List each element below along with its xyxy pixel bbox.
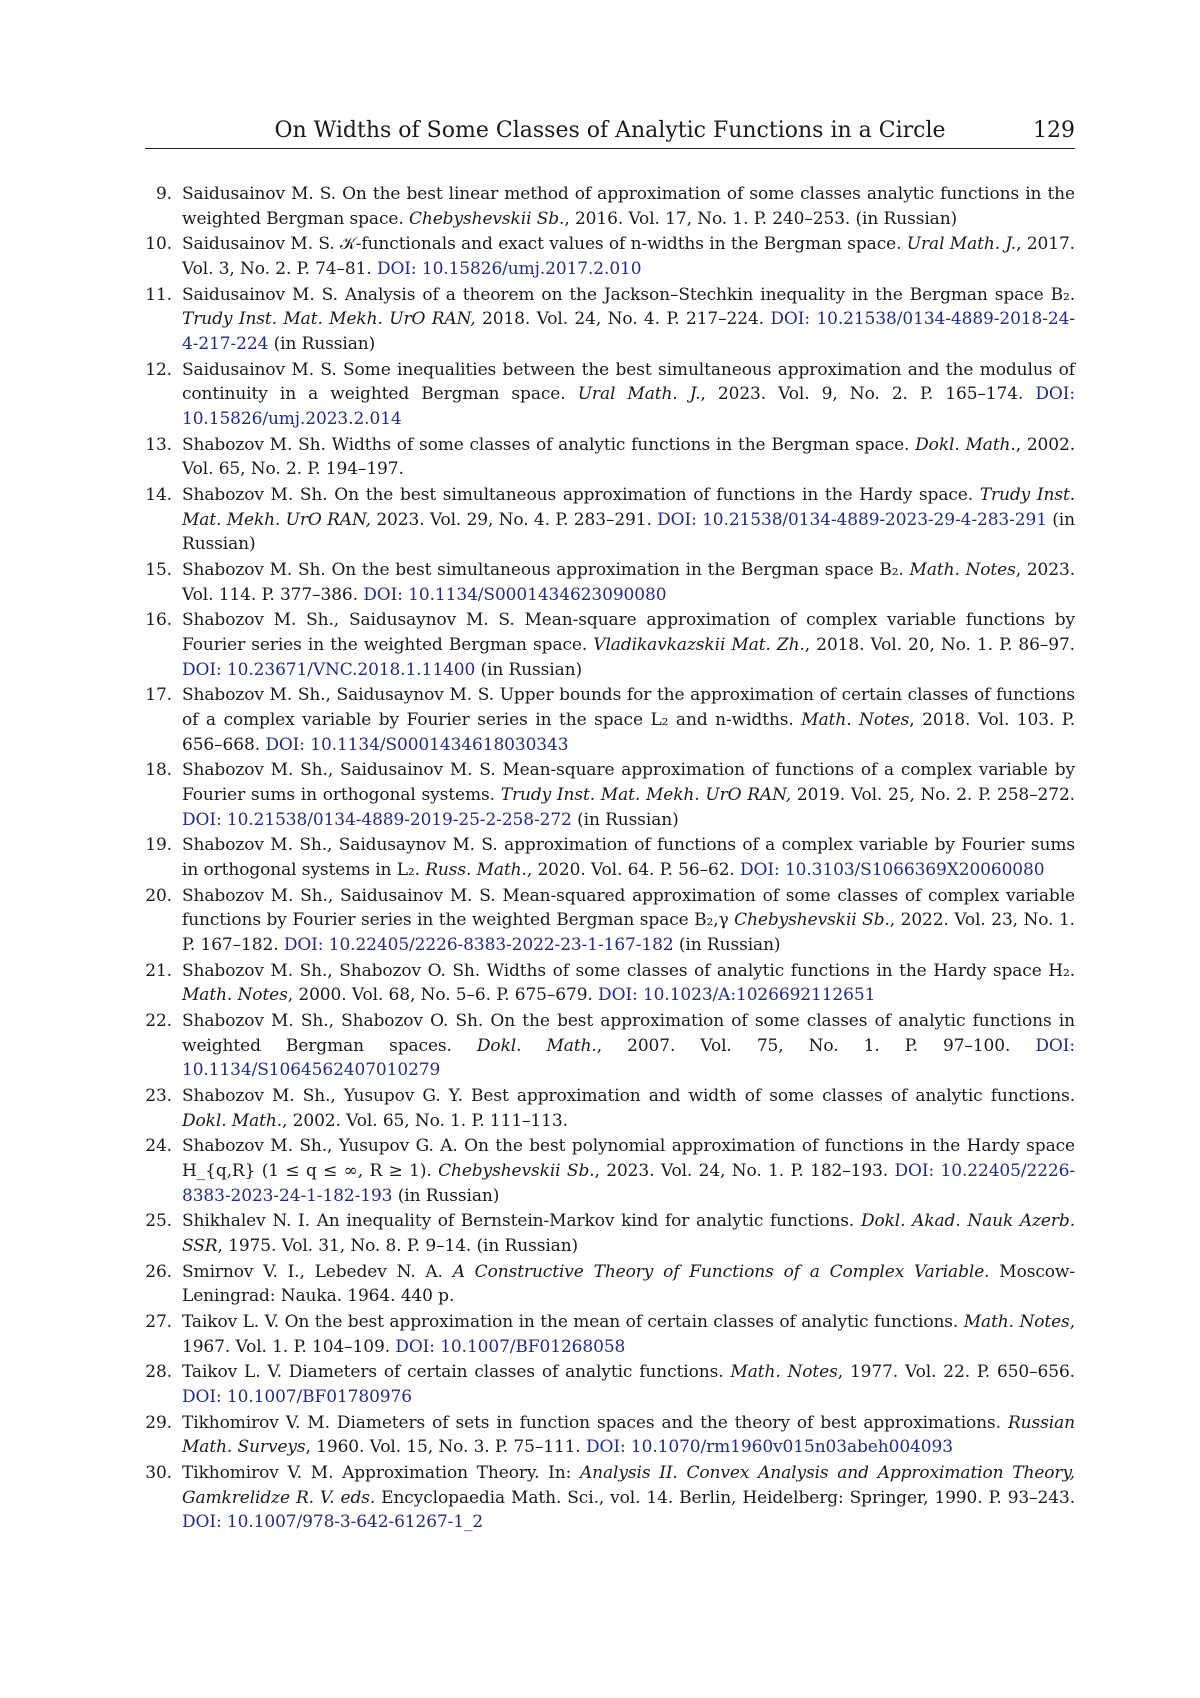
reference-item (145, 483, 1075, 557)
reference-number: 26. (145, 1261, 172, 1282)
reference-number: 9. (155, 184, 172, 204)
reference-details: , 2002. Vol. 65, No. 1. P. 111–113. (282, 1110, 568, 1131)
reference-text: Smirnov V. I., Lebedev N. A. (182, 1261, 453, 1282)
reference-number: 29. (145, 1412, 172, 1433)
reference-details: , 1975. Vol. 31, No. 8. P. 9–14. (in Russian) (217, 1235, 579, 1256)
reference-text: Tikhomirov V. M. Diameters of sets in function spaces and the theory of best approximations. (182, 1412, 1008, 1433)
journal-title: Dokl. Math. (182, 1110, 283, 1131)
reference-number: 23. (145, 1086, 172, 1106)
reference-item (145, 182, 1075, 231)
doi-link[interactable]: DOI: 10.1134/S1064562407010279 (182, 1035, 1075, 1081)
reference-text: Shabozov M. Sh., Shabozov O. Sh. On the best approximation of some classes of analytic functions in weighted Bergman spaces. (182, 1011, 1075, 1056)
journal-title: A Constructive Theory of Functions of a Complex Variable (452, 1261, 985, 1282)
doi-link[interactable]: DOI: 10.1007/978-3-642-61267-1_2 (182, 1512, 484, 1533)
page-number: 129 (1033, 118, 1075, 143)
doi-link[interactable]: DOI: 10.1134/S0001434618030343 (265, 734, 569, 755)
reference-text: Shabozov M. Sh., Yusupov G. Y. Best approximation and width of some classes of analytic functions. (182, 1086, 1075, 1106)
doi-link[interactable]: DOI: 10.1023/A:1026692112651 (598, 985, 876, 1006)
reference-item (145, 833, 1075, 882)
reference-number: 24. (145, 1136, 172, 1157)
reference-item (145, 1360, 1075, 1409)
reference-text: Shabozov M. Sh. On the best simultaneous approximation of functions in the Hardy space. (182, 485, 980, 506)
reference-details: , 1960. Vol. 15, No. 3. P. 75–111. (305, 1437, 586, 1458)
reference-item (145, 558, 1075, 607)
reference-item (145, 683, 1075, 757)
doi-link[interactable]: DOI: 10.23671/VNC.2018.1.11400 (182, 659, 476, 680)
reference-item (145, 1260, 1075, 1309)
reference-number: 10. (145, 234, 172, 255)
journal-title: Trudy Inst. Mat. Mekh. UrO RAN, (182, 309, 476, 330)
journal-title: Dokl. Math. (915, 434, 1016, 455)
reference-details: 2018. Vol. 24, No. 4. P. 217–224. (475, 309, 771, 330)
doi-link[interactable]: DOI: 10.1007/BF01780976 (182, 1387, 412, 1408)
reference-details: , 2018. Vol. 103. P. 656–668. (182, 709, 1076, 755)
reference-details: , 2022. Vol. 23, No. 1. P. 167–182. (182, 910, 1075, 955)
journal-title: Math. Notes (909, 560, 1016, 581)
reference-item (145, 358, 1075, 432)
reference-text: Shabozov M. Sh., Shabozov O. Sh. Widths of some classes of analytic functions in the Hardy space H₂. (182, 960, 1075, 981)
journal-title: Math. Notes (730, 1362, 838, 1383)
reference-details: , 2023. Vol. 24, No. 1. P. 182–193. (594, 1160, 895, 1181)
reference-number: 20. (145, 885, 172, 906)
reference-number: 11. (145, 284, 172, 305)
reference-text: Saidusainov M. S. On the best linear method of approximation of some classes analytic functions in the weighted Bergman space. (182, 184, 1075, 229)
reference-number: 21. (145, 960, 172, 981)
reference-details: 2019. Vol. 25, No. 2. P. 258–272. (791, 784, 1075, 805)
reference-details: , 2023. Vol. 9, No. 2. P. 165–174. (700, 384, 1036, 405)
doi-link[interactable]: DOI: 10.1007/BF01268058 (395, 1336, 626, 1357)
reference-details: , 2002. Vol. 65, No. 2. P. 194–197. (182, 434, 1076, 480)
reference-note: (in Russian) (571, 809, 679, 830)
reference-number: 28. (145, 1362, 172, 1383)
running-header (145, 118, 1075, 149)
reference-text: Shabozov M. Sh., Yusupov G. A. On the best polynomial approximation of functions in the Hardy space H_{q,R} (1 ≤ q ≤ ∞, R ≥ 1). (182, 1136, 1075, 1181)
reference-text: Saidusainov M. S. Some inequalities between the best simultaneous approximation and the modulus of continuity in a weighted Bergman space. (182, 359, 1075, 405)
reference-item (145, 283, 1075, 357)
reference-number: 17. (145, 685, 172, 706)
reference-text: Tikhomirov V. M. Approximation Theory. In: (182, 1463, 580, 1484)
reference-number: 25. (145, 1211, 172, 1232)
doi-link[interactable]: DOI: 10.21538/0134-4889-2019-25-2-258-272 (182, 809, 572, 830)
journal-title: Russ. Math. (425, 859, 527, 880)
journal-title: Math. Notes (801, 709, 910, 730)
doi-link[interactable]: DOI: 10.1070/rm1960v015n03abeh004093 (586, 1437, 953, 1458)
reference-details: , 2000. Vol. 68, No. 5–6. P. 675–679. (287, 985, 599, 1006)
doi-link[interactable]: DOI: 10.1134/S0001434623090080 (363, 584, 667, 605)
reference-text: Taikov L. V. On the best approximation in the mean of certain classes of analytic functions. (182, 1312, 964, 1333)
reference-text: Shabozov M. Sh., Saidusaynov M. S. Mean-square approximation of complex variable functions by Fourier series in the weighted Bergman space. (182, 610, 1075, 655)
reference-item (145, 959, 1075, 1008)
journal-title: Ural Math. J. (577, 384, 701, 405)
doi-link[interactable]: DOI: 10.3103/S1066369X20060080 (740, 859, 1045, 880)
reference-details: , 2020. Vol. 64. P. 56–62. (526, 859, 741, 880)
reference-item (145, 1084, 1075, 1133)
reference-item (145, 1209, 1075, 1258)
reference-item (145, 884, 1075, 958)
reference-list (145, 182, 1075, 1536)
reference-text: Shabozov M. Sh., Saidusainov M. S. Mean-squared approximation of some classes of complex variable functions by Fourier series in the weighted Bergman space B₂,γ (182, 885, 1075, 931)
doi-link[interactable]: DOI: 10.21538/0134-4889-2018-24-4-217-224 (182, 309, 1075, 354)
doi-link[interactable]: DOI: 10.15826/umj.2017.2.010 (376, 258, 642, 279)
reference-item (145, 1134, 1075, 1208)
reference-number: 22. (145, 1011, 172, 1032)
reference-number: 15. (145, 560, 172, 581)
journal-title: Trudy Inst. Mat. Mekh. UrO RAN, (500, 784, 792, 805)
reference-number: 19. (145, 835, 172, 856)
reference-text: Shabozov M. Sh., Saidusaynov M. S. Upper bounds for the approximation of certain classes of functions of a complex variable by Fourier series in the space L₂ and n-widths. (182, 685, 1075, 730)
doi-link[interactable]: DOI: 10.15826/umj.2023.2.014 (182, 384, 1075, 429)
running-title: On Widths of Some Classes of Analytic Functions in a Circle (274, 118, 946, 143)
reference-number: 16. (145, 610, 172, 631)
journal-title: Analysis II. Convex Analysis and Approximation Theory, Gamkrelidze R. V. eds. (182, 1463, 1075, 1508)
reference-item (145, 1009, 1075, 1083)
reference-details: Encyclopaedia Math. Sci., vol. 14. Berlin, Heidelberg: Springer, 1990. P. 93–243. (375, 1487, 1075, 1508)
reference-number: 13. (145, 434, 172, 455)
journal-title: Chebyshevskii Sb. (734, 910, 890, 931)
reference-number: 18. (145, 760, 172, 781)
doi-link[interactable]: DOI: 10.22405/2226-8383-2023-24-1-182-193 (182, 1160, 1075, 1206)
reference-item (145, 1461, 1075, 1535)
reference-details: , 2016. Vol. 17, No. 1. P. 240–253. (in Russian) (564, 208, 958, 229)
reference-details: , 2018. Vol. 20, No. 1. P. 86–97. (804, 635, 1075, 655)
reference-item (145, 1411, 1075, 1460)
doi-link[interactable]: DOI: 10.22405/2226-8383-2022-23-1-167-182 (283, 934, 674, 955)
reference-item (145, 1310, 1075, 1359)
reference-details: , 2007. Vol. 75, No. 1. P. 97–100. (596, 1035, 1036, 1056)
doi-link[interactable]: DOI: 10.21538/0134-4889-2023-29-4-283-291 (657, 509, 1047, 530)
reference-text: Shabozov M. Sh., Saidusainov M. S. Mean-square approximation of functions of a complex variable by Fourier sums in orthogonal systems. (182, 760, 1075, 805)
reference-text: Saidusainov M. S. Analysis of a theorem on the Jackson–Stechkin inequality in the Bergman space B₂. (182, 284, 1075, 305)
reference-text: Shikhalev N. I. An inequality of Bernstein-Markov kind for analytic functions. (182, 1211, 861, 1232)
reference-item (145, 433, 1075, 482)
reference-details: , 1967. Vol. 1. P. 104–109. (182, 1312, 1075, 1357)
reference-details: , 1977. Vol. 22. P. 650–656. (837, 1362, 1075, 1383)
reference-item (145, 758, 1075, 832)
reference-note: (in Russian) (182, 509, 1075, 555)
reference-details: 2023. Vol. 29, No. 4. P. 283–291. (370, 509, 658, 530)
reference-text: Shabozov M. Sh. On the best simultaneous approximation in the Bergman space B₂. (182, 560, 910, 581)
journal-title: Russian Math. Surveys (182, 1412, 1075, 1458)
reference-item (145, 608, 1075, 682)
journal-title: Ural Math. J. (906, 234, 1017, 255)
reference-details: . Moscow-Leningrad: Nauka. 1964. 440 p. (182, 1261, 1075, 1307)
reference-details: , 2023. Vol. 114. P. 377–386. (182, 560, 1076, 605)
journal-title: Dokl. Akad. Nauk Azerb. SSR (182, 1211, 1076, 1256)
reference-number: 30. (145, 1463, 172, 1484)
reference-note: (in Russian) (392, 1185, 500, 1206)
reference-number: 14. (145, 485, 172, 506)
reference-note: (in Russian) (268, 333, 376, 354)
reference-text: Saidusainov M. S. 𝒦-functionals and exact values of n-widths in the Bergman space. (182, 234, 907, 255)
journal-title: Dokl. Math. (476, 1035, 597, 1056)
reference-text: Shabozov M. Sh., Saidusaynov M. S. approximation of functions of a complex variable by Fourier sums in orthogonal systems in L₂. (182, 835, 1075, 880)
journal-title: Chebyshevskii Sb. (408, 208, 565, 229)
journal-title: Trudy Inst. Mat. Mekh. UrO RAN, (182, 485, 1076, 530)
reference-note: (in Russian) (475, 659, 583, 680)
reference-text: Shabozov M. Sh. Widths of some classes of analytic functions in the Bergman space. (182, 434, 916, 455)
reference-details: , 2017. Vol. 3, No. 2. P. 74–81. (182, 234, 1075, 279)
journal-title: Math. Notes (963, 1312, 1070, 1333)
reference-note: (in Russian) (673, 934, 781, 955)
reference-item (145, 232, 1075, 281)
journal-title: Math. Notes (182, 985, 288, 1006)
journal-title: Chebyshevskii Sb. (438, 1160, 595, 1181)
reference-text: Taikov L. V. Diameters of certain classes of analytic functions. (182, 1362, 731, 1383)
reference-number: 12. (145, 359, 172, 380)
reference-number: 27. (145, 1312, 172, 1333)
journal-title: Vladikavkazskii Mat. Zh. (593, 635, 805, 655)
